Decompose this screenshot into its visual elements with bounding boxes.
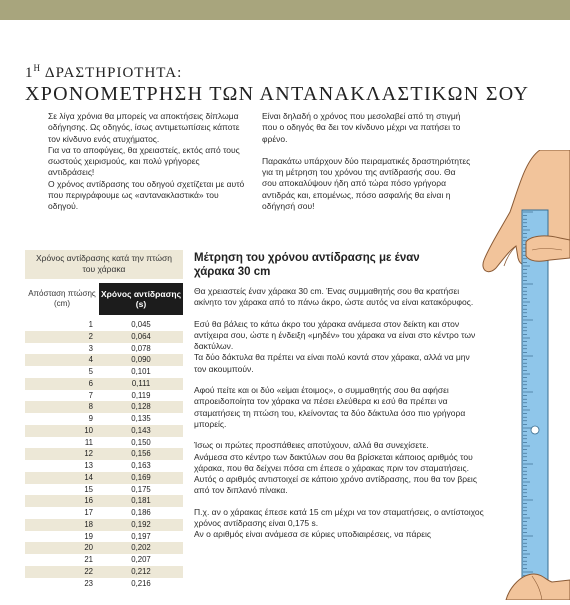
- instructions-p1: Θα χρειαστείς έναν χάρακα 30 cm. Ένας συμμαθητής σου θα κρατήσει ακίνητο τον χάρακα από το πάνω άκρο, ώστε αυτός να είναι κατακόρυφος.: [194, 286, 474, 308]
- time-cell: 0,181: [131, 496, 151, 506]
- intro-left-p1: Σε λίγα χρόνια θα μπορείς να αποκτήσεις δίπλωμα οδήγησης. Ως οδηγός, ίσως αντιμετωπίσεις κάποτε τον κίνδυνο ενός ατυχήματος.: [48, 111, 240, 144]
- table-header-row: [25, 279, 183, 319]
- intro-right-column: [262, 111, 472, 212]
- instructions-p5a: Π.χ. αν ο χάρακας έπεσε κατά 15 cm μέχρι να τον σταματήσεις, ο αντίστοιχος χρόνος αντίδρασης είναι 0,175 s.: [194, 506, 484, 529]
- instructions-p3: Αφού πείτε και οι δύο «είμαι έτοιμος», ο συμμαθητής σου θα αφήσει απροειδοποίητα τον χάρακα να πέσει ελεύθερα κι εσύ θα πρέπει να σταματήσεις τη πτώση του, κλείνοντας τα δύο δάκτυλα όσο πιο γρήγορα μπορείς.: [194, 385, 466, 429]
- intro-left-column: [48, 111, 248, 213]
- table-row: [25, 460, 183, 472]
- distance-cell: 8: [88, 402, 93, 412]
- distance-cell: 1: [88, 320, 93, 329]
- table-row: [25, 378, 183, 390]
- time-cell: 0,169: [131, 472, 151, 482]
- table-row: [25, 495, 183, 507]
- distance-cell: 3: [88, 343, 93, 353]
- distance-cell: 6: [88, 378, 93, 388]
- table-row: [25, 366, 183, 378]
- distance-cell: 14: [84, 472, 93, 482]
- instructions-p2a: Εσύ θα βάλεις το κάτω άκρο του χάρακα ανάμεσα στον δείκτη και στον αντίχειρα σου, ώστε η ένδειξη «μηδέν» του χάρακα να είναι στο κέντρο των δακτύλων.: [194, 318, 476, 352]
- section-title: Μέτρηση του χρόνου αντίδρασης με έναν χάρακα 30 cm: [194, 252, 420, 278]
- table-row: [25, 343, 183, 355]
- intro-left-p3: Ο χρόνος αντίδρασης του οδηγού σχετίζεται με αυτό που περιγράφουμε ως «αντανακλαστικά» του οδηγού.: [48, 178, 245, 212]
- table-row: [25, 390, 183, 402]
- instructions-p4a: Ίσως οι πρώτες προσπάθειες αποτύχουν, αλλά θα συνεχίσετε.: [194, 440, 429, 451]
- table-row: [25, 566, 183, 578]
- table-row: [25, 331, 183, 343]
- table-row: [25, 507, 183, 519]
- distance-cell: 13: [84, 461, 93, 470]
- distance-cell: 22: [84, 566, 93, 576]
- table-header-distance: Απόσταση πτώσης (cm): [28, 289, 96, 308]
- distance-cell: 7: [88, 390, 93, 400]
- distance-cell: 11: [84, 437, 93, 447]
- table-body: [25, 319, 183, 589]
- distance-cell: 12: [84, 449, 93, 459]
- distance-cell: 2: [88, 331, 93, 341]
- table-row: [25, 448, 183, 460]
- time-cell: 0,186: [131, 508, 151, 517]
- table-row: [25, 531, 183, 543]
- time-cell: 0,202: [131, 543, 151, 553]
- time-cell: 0,090: [131, 355, 151, 365]
- distance-cell: 21: [84, 555, 93, 564]
- time-cell: 0,128: [131, 402, 151, 412]
- time-cell: 0,175: [131, 484, 151, 494]
- time-cell: 0,045: [131, 320, 151, 329]
- instructions-p4b: Ανάμεσα στο κέντρο των δακτύλων σου θα βρίσκεται κάποιος αριθμός του χάρακα, που θα δείχνει πόσα cm έπεσε ο χάρακας πριν τον σταματήσεις.: [194, 451, 473, 473]
- table-row: [25, 542, 183, 554]
- distance-cell: 5: [88, 367, 93, 376]
- reaction-time-table: [25, 250, 183, 589]
- time-cell: 0,119: [131, 390, 151, 400]
- time-cell: 0,150: [131, 437, 151, 447]
- upper-hand-fingers: [526, 236, 570, 261]
- distance-cell: 23: [84, 578, 93, 588]
- table-row: [25, 354, 183, 366]
- time-cell: 0,163: [131, 461, 151, 470]
- intro-left-p2: Για να το αποφύγεις, θα χρειαστείς, εκτός από τους σωστούς χειρισμούς, και πολύ γρήγορες αντιδράσεις!: [48, 144, 240, 178]
- distance-cell: 18: [84, 519, 93, 529]
- distance-cell: 9: [88, 414, 93, 423]
- time-cell: 0,135: [131, 414, 151, 423]
- hand-ruler-illustration: [470, 150, 570, 600]
- activity-label: [25, 63, 182, 82]
- time-cell: 0,207: [131, 555, 151, 564]
- instructions-text: [194, 286, 484, 541]
- distance-cell: 20: [84, 543, 93, 553]
- intro-right-p1: Είναι δηλαδή ο χρόνος που μεσολαβεί από τη στιγμή που ο οδηγός θα δει τον κίνδυνο μέχρι να πατήσει το φρένο.: [262, 111, 461, 144]
- instructions-p2b: Τα δύο δάκτυλα θα πρέπει να είναι πολύ κοντά στον χάρακα, αλλά να μην τον ακουμπούν.: [194, 352, 470, 374]
- time-cell: 0,192: [131, 519, 151, 529]
- time-cell: 0,197: [131, 531, 151, 541]
- intro-right-p2: Παρακάτω υπάρχουν δύο πειραματικές δραστηριότητες για τη μέτρηση του χρόνου της αντίδρασής σου. Θα σου αποκαλύψουν ήδη από τώρα πόσο γρήγορα αντιδράς και, επομένως, πόσο ασφαλής θα είναι η οδήγησή σου!: [262, 155, 471, 212]
- time-cell: 0,078: [131, 343, 151, 353]
- time-cell: 0,212: [131, 566, 151, 576]
- table-header-time: Χρόνος αντίδρασης (s): [99, 283, 183, 315]
- table-row: [25, 554, 183, 566]
- time-cell: 0,101: [131, 367, 151, 376]
- distance-cell: 17: [84, 508, 93, 517]
- activity-title: ΧΡΟΝΟΜΕΤΡΗΣΗ ΤΩΝ ΑΝΤΑΝΑΚΛΑΣΤΙΚΩΝ ΣΟΥ: [25, 83, 530, 105]
- distance-cell: 4: [88, 355, 93, 365]
- time-cell: 0,156: [131, 449, 151, 459]
- table-row: [25, 484, 183, 496]
- time-cell: 0,143: [131, 425, 151, 435]
- table-row: [25, 519, 183, 531]
- time-cell: 0,216: [131, 578, 151, 588]
- activity-number: 1: [25, 65, 34, 81]
- table-row: [25, 472, 183, 484]
- distance-cell: 15: [84, 484, 93, 494]
- table-row: [25, 437, 183, 449]
- table-row: [25, 319, 183, 331]
- ruler-illustration: [522, 210, 548, 600]
- distance-cell: 16: [84, 496, 93, 506]
- distance-cell: 10: [84, 425, 93, 435]
- distance-cell: 19: [84, 531, 93, 541]
- table-row: [25, 401, 183, 413]
- table-row: [25, 425, 183, 437]
- instructions-p5b: Αν ο αριθμός είναι ανάμεσα σε κύριες υποδιαιρέσεις, να πάρεις: [194, 529, 432, 540]
- ruler-hole-icon: [531, 426, 539, 434]
- time-cell: 0,064: [131, 331, 151, 341]
- time-cell: 0,111: [131, 378, 151, 388]
- table-caption: Χρόνος αντίδρασης κατά την πτώση του χάρακα: [25, 250, 183, 279]
- table-row: [25, 413, 183, 425]
- table-row: [25, 578, 183, 590]
- lower-hand-illustration: [506, 574, 570, 600]
- instructions-p4c: Αυτός ο αριθμός αντιστοιχεί σε κάποιο χρόνο αντίδρασης, που θα τον βρεις από τον διπλανό πίνακα.: [194, 474, 477, 496]
- top-color-bar: [0, 0, 570, 20]
- hand-ruler-svg: [470, 150, 570, 600]
- activity-label-text: ΔΡΑΣΤΗΡΙΟΤΗΤΑ:: [41, 65, 183, 81]
- activity-sup: Η: [33, 63, 41, 73]
